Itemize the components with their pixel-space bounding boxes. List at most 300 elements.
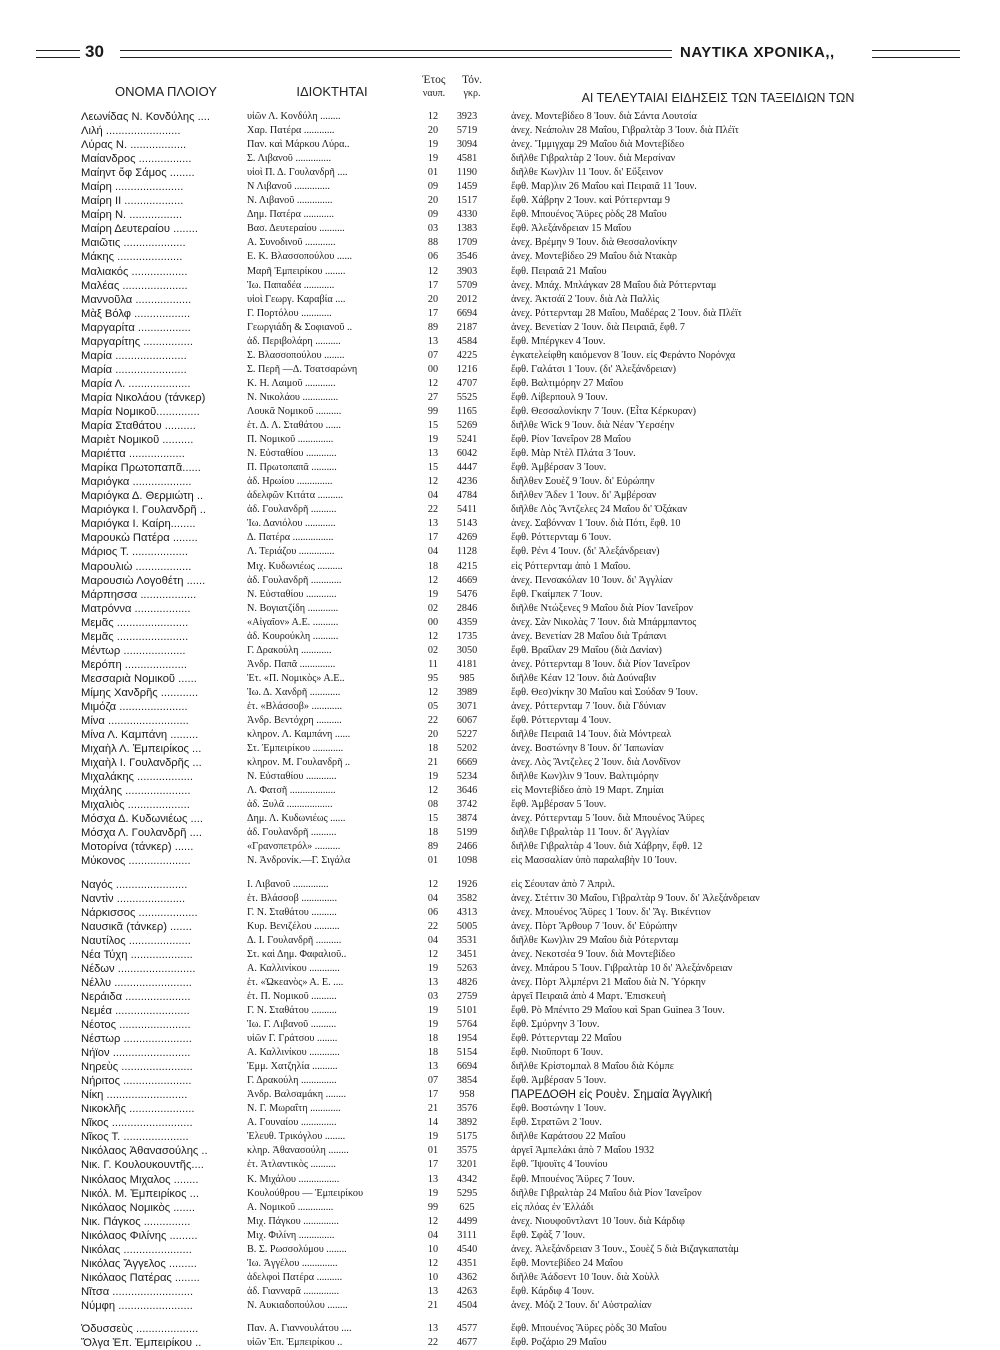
- voyage-news: διῆλθε Πειραιᾶ 14 Ἰουν. διὰ Μόντρεαλ: [511, 729, 672, 741]
- owner-name: Λουκᾶ Νομικοῦ ..........: [247, 405, 342, 417]
- gross-tonnage: 5709: [456, 279, 478, 291]
- owner-name: Γ. Δρακούλη ............: [247, 644, 332, 656]
- gross-tonnage: 1926: [456, 878, 478, 890]
- table-row: [81, 1299, 971, 1313]
- build-year: 08: [427, 799, 439, 811]
- table-row: [81, 293, 971, 307]
- ship-name: Μοτορίνα (τάνκερ) ......: [81, 841, 194, 854]
- gross-tonnage: 1709: [456, 237, 478, 249]
- build-year: 12: [427, 265, 439, 277]
- column-header-year-line1: Έτος: [422, 74, 446, 86]
- ship-name: Ναυσικᾶ (τάνκερ) .......: [81, 920, 192, 933]
- build-year: 13: [427, 976, 439, 988]
- column-header-tons-line2: γκρ.: [463, 88, 481, 99]
- gross-tonnage: 5411: [457, 504, 477, 516]
- build-year: 12: [427, 1215, 439, 1227]
- build-year: 12: [427, 377, 439, 389]
- owner-name: Γ. Ν. Σταθάτου ..........: [247, 1004, 337, 1016]
- ship-name: Μαρία Σταθάτου ..........: [81, 420, 196, 433]
- gross-tonnage: 4330: [456, 209, 478, 221]
- gross-tonnage: 5101: [456, 1004, 478, 1016]
- column-header-year-line2: ναυπ.: [422, 88, 446, 99]
- build-year: 04: [427, 490, 439, 502]
- ship-name: Μαρία Λ. ....................: [81, 377, 191, 390]
- ship-name: Μέντωρ ....................: [81, 644, 186, 657]
- voyage-news: ἀνεχ. Ρόττερνταμ 28 Μαΐου, Μαδέρας 2 Ἰουν. διὰ Πλέϊτ: [511, 307, 742, 319]
- build-year: 19: [427, 1019, 439, 1030]
- table-row: [81, 1074, 971, 1088]
- table-row: [81, 1102, 971, 1116]
- voyage-news: διῆλθεν Ἄδεν 1 Ἰουν. δι' Ἀμβέρσαν: [511, 490, 657, 502]
- table-row: [81, 1158, 971, 1172]
- page-header: [60, 42, 960, 64]
- owner-name: ἀδ. Ξυλᾶ ..................: [247, 799, 333, 811]
- ship-name: Λιλή ........................: [81, 125, 181, 138]
- table-row: [81, 840, 971, 854]
- ship-name: Μαριὲτ Νομικοῦ ..........: [81, 434, 194, 447]
- gross-tonnage: 3742: [456, 799, 478, 811]
- table-row: [81, 433, 971, 447]
- voyage-news: ἀνεχ. Μοντεβίδεο 29 Μαΐου διὰ Ντακὰρ: [511, 251, 677, 263]
- voyage-news: διῆλθε Κέαν 12 Ἰουν. διὰ Δούναβιν: [511, 672, 657, 684]
- ship-name: Λύρας Ν. ..................: [81, 139, 187, 152]
- owner-name: Ἰω. Δανιόλου ............: [247, 518, 336, 530]
- voyage-news: ἀνεχ. Ρόττερνταμ 8 Ἰουν. διὰ Ρίον Ἰανεΐρον: [511, 658, 691, 670]
- voyage-news: διῆλθε Γιβραλτὰρ 11 Ἰουν. δι' Ἀγγλίαν: [511, 827, 670, 839]
- owner-name: Ν. Ἀνδρονίκ.—Γ. Σιγάλα: [247, 855, 351, 867]
- owner-name: Ἀνδρ. Βαλσαμάκη ........: [247, 1089, 347, 1101]
- owner-name: Δημ. Πατέρα ............: [247, 209, 335, 221]
- owner-name: Κουλούθρου — Ἐμπειρίκου: [247, 1187, 364, 1199]
- build-year: 12: [427, 111, 439, 122]
- build-year: 13: [427, 335, 439, 347]
- voyage-news: ἀνεχ. Σαβόνναν 1 Ἰουν. διὰ Πότι, ἔφθ. 10: [511, 518, 681, 530]
- build-year: 12: [427, 1257, 439, 1269]
- ship-name: Ναυτίλος ....................: [81, 934, 191, 947]
- ship-name: Μαίρη ......................: [81, 181, 184, 194]
- gross-tonnage: 3546: [456, 251, 478, 263]
- table-row: [81, 784, 971, 798]
- build-year: 02: [427, 602, 439, 614]
- ship-name: Μαίηντ ὄφ Σάμος ........: [81, 167, 195, 180]
- gross-tonnage: 6694: [456, 307, 478, 319]
- ship-name: Μίνα Λ. Καμπάνη .........: [81, 729, 199, 742]
- table-row: [81, 180, 971, 194]
- build-year: 21: [427, 1299, 439, 1311]
- voyage-news: ἀνεχ. Λὸς Ἄντζελες 2 Ἰουν. διὰ Λονδῖνον: [511, 757, 681, 769]
- voyage-news: ἔφθ. Ρόττερνταμ 6 Ἰουν.: [511, 532, 612, 544]
- voyage-news: ἔφθ. Βραΐλαν 29 Μαΐου (διὰ Δανίαν): [511, 644, 662, 656]
- gross-tonnage: 5241: [456, 434, 478, 446]
- table-row: [81, 962, 971, 976]
- ship-name: Νικ. Πάγκος ...............: [81, 1215, 191, 1228]
- table-row: [81, 574, 971, 588]
- gross-tonnage: 4362: [456, 1271, 478, 1283]
- build-year: 17: [427, 279, 439, 291]
- voyage-news: ἔφθ. Χάβρην 2 Ἰουν. καὶ Ρόττερνταμ 9: [511, 195, 670, 207]
- column-header-ship-name: ΟΝΟΜΑ ΠΛΟΙΟΥ: [115, 84, 217, 99]
- gross-tonnage: 5295: [456, 1187, 478, 1199]
- table-row: [81, 1229, 971, 1243]
- table-row: [81, 405, 971, 419]
- voyage-news: ἔφθ. Θεσσαλονίκην 7 Ἰουν. (Εἶτα Κέρκυραν): [511, 405, 697, 417]
- ship-name: Νήριτος ......................: [81, 1075, 192, 1088]
- gross-tonnage: 1128: [457, 546, 477, 558]
- voyage-news: ἀνεχ. Νεάπολιν 28 Μαΐου, Γιβραλτὰρ 3 Ἰουν. διὰ Πλέϊτ: [511, 125, 739, 137]
- voyage-news: ἀνεχ. Νεκοτσέα 9 Ἰουν. διὰ Μοντεβίδεο: [511, 948, 676, 960]
- build-year: 06: [427, 251, 439, 263]
- voyage-news: εἰς Ρόττερνταμ ἀπὸ 1 Μαΐου.: [511, 560, 631, 572]
- build-year: 05: [427, 700, 439, 712]
- table-row: [81, 630, 971, 644]
- table-row: [81, 976, 971, 990]
- gross-tonnage: 3903: [456, 265, 478, 277]
- ship-name: Μαρίκα Πρωτοπαπᾶ......: [81, 462, 201, 475]
- owner-name: Ν. Λιβανοῦ ..............: [247, 195, 333, 207]
- build-year: 06: [427, 906, 439, 918]
- build-year: 13: [427, 1322, 439, 1334]
- owner-name: Α. Καλλινίκου ............: [247, 1047, 340, 1059]
- ship-name: Νίκη ..........................: [81, 1089, 188, 1102]
- table-row: [81, 728, 971, 742]
- gross-tonnage: 4313: [456, 906, 478, 918]
- voyage-news: ἀνεχ. Ρόττερνταμ 7 Ἰουν. διὰ Γδύνιαν: [511, 700, 666, 712]
- voyage-news: διῆλθε Wick 9 Ἰουν. διὰ Νέαν Ὑερσέην: [511, 420, 675, 432]
- build-year: 17: [427, 1089, 439, 1101]
- ship-name: Μιμόζα ......................: [81, 700, 188, 713]
- build-year: 12: [427, 948, 439, 960]
- ship-name: Μαννοῦλα ..................: [81, 293, 192, 306]
- build-year: 04: [427, 546, 439, 558]
- voyage-news: διῆλθε Κων)λιν 9 Ἰουν. Βαλτιμόρην: [511, 771, 659, 783]
- ship-name: Μιχαὴλ Λ. Ἐμπειρίκος ...: [81, 743, 202, 756]
- table-row: [81, 208, 971, 222]
- table-row: [81, 110, 971, 124]
- owner-name: Σ. Βλασσοπούλου ........: [247, 349, 345, 361]
- ship-name: Μαλέας .....................: [81, 279, 188, 292]
- owner-name: Μιχ. Πάγκου ..............: [247, 1215, 339, 1227]
- voyage-news: ἔφθ. Μοντεβίδεο 24 Μαΐου: [511, 1257, 623, 1269]
- table-row: [81, 602, 971, 616]
- build-year: 19: [427, 771, 439, 783]
- build-year: 12: [427, 630, 439, 642]
- gross-tonnage: 1098: [456, 855, 478, 867]
- table-row: [81, 321, 971, 335]
- voyage-news: ἔφθ. Πειραιᾶ 21 Μαΐου: [511, 265, 607, 277]
- table-row: [81, 934, 971, 948]
- table-row: [81, 1116, 971, 1130]
- build-year: 15: [427, 813, 439, 825]
- owner-name: κληρ. Ἀθανασούλη ........: [247, 1145, 349, 1157]
- ship-name: Μάριος Τ. ..................: [81, 546, 188, 559]
- voyage-news: ἀνεχ. Πὸρτ Ἄρθουρ 7 Ἰουν. δι' Εὐρώπην: [511, 920, 678, 932]
- voyage-news: ἀνεχ. Πενσακόλαν 10 Ἰουν. δι' Ἀγγλίαν: [511, 574, 673, 586]
- build-year: 09: [427, 209, 439, 221]
- ship-name: Μαρία Νομικοῦ..............: [81, 405, 200, 418]
- build-year: 12: [427, 574, 439, 586]
- gross-tonnage: 3531: [456, 934, 478, 946]
- build-year: 18: [427, 560, 439, 572]
- build-year: 19: [427, 1131, 439, 1143]
- gross-tonnage: 3892: [456, 1117, 478, 1129]
- ship-name: Μόσχα Δ. Κυδωνιέως ....: [81, 813, 203, 826]
- voyage-news: ἀργεῖ Ἀμπελάκι ἀπὸ 7 Μαΐου 1932: [511, 1145, 655, 1157]
- voyage-news: ἔφθ. Ἴψουϊτς 4 Ἰουνίου: [511, 1159, 608, 1171]
- build-year: 17: [427, 307, 439, 319]
- voyage-news: ἔφθ. Ρόττερνταμ 4 Ἰουν.: [511, 715, 612, 727]
- build-year: 19: [427, 153, 439, 165]
- table-row: [81, 1271, 971, 1285]
- owner-name: Ἰω. Παπαδέα ............: [247, 279, 335, 291]
- publication-title: ΝΑΥΤΙΚΑ ΧΡΟΝΙΚΑ,,: [680, 44, 835, 61]
- gross-tonnage: 4359: [456, 616, 478, 628]
- table-row: [81, 152, 971, 166]
- gross-tonnage: 1459: [456, 181, 478, 193]
- voyage-news: ἔφθ. Ἀμβέρσαν 5 Ἰουν.: [511, 1075, 607, 1087]
- gross-tonnage: 3646: [456, 785, 478, 797]
- build-year: 20: [427, 729, 439, 741]
- ship-name: Νάρκισσος ...................: [81, 906, 198, 919]
- gross-tonnage: 5175: [456, 1131, 478, 1143]
- owner-name: ἀδ. Περιβολάρη ..........: [247, 335, 341, 347]
- table-row: [81, 854, 971, 868]
- build-year: 13: [427, 448, 439, 460]
- owner-name: Ε. Κ. Βλασσοπούλου ......: [247, 251, 353, 263]
- ship-name: Νικόλας Ἄγγελος .........: [81, 1257, 197, 1270]
- build-year: 95: [427, 672, 439, 684]
- gross-tonnage: 5202: [456, 743, 478, 755]
- table-row: [81, 756, 971, 770]
- owner-name: ἑτ. Δ. Λ. Σταθάτου ......: [247, 420, 341, 432]
- owner-name: Κ. Μιχάλου ................: [247, 1173, 340, 1185]
- voyage-news: ἀνεχ. Μόζι 2 Ἰουν. δι' Αὐστραλίαν: [511, 1299, 652, 1311]
- gross-tonnage: 3989: [456, 686, 478, 698]
- table-row: [81, 714, 971, 728]
- gross-tonnage: 2759: [456, 990, 478, 1002]
- ship-name: Νικόλαος Ἀθανασούλης ..: [81, 1145, 208, 1158]
- owner-name: Στ. Ἐμπειρίκου ............: [247, 743, 344, 755]
- build-year: 89: [427, 841, 439, 853]
- voyage-news: ἔφθ. Βοστώνην 1 Ἰουν.: [511, 1103, 607, 1115]
- voyage-news: διῆλθε Κων)λιν 29 Μαΐου διὰ Ρότερνταμ: [511, 934, 679, 946]
- voyage-news: ἀνεχ. Ἀκτσάϊ 2 Ἰουν. διὰ Λὰ Παλλὶς: [511, 293, 660, 305]
- owner-name: Ν. Νικολάου ..............: [247, 391, 339, 403]
- gross-tonnage: 3923: [456, 111, 478, 122]
- build-year: 20: [427, 195, 439, 207]
- build-year: 12: [427, 878, 439, 890]
- table-row: [81, 906, 971, 920]
- voyage-news: ἀνεχ. Μπάρου 5 Ἰουν. Γιβραλτὰρ 10 δι' Ἀλεξάνδρειαν: [511, 962, 733, 974]
- build-year: 27: [427, 391, 439, 403]
- ship-name: Μόσχα Λ. Γουλανδρῆ ....: [81, 827, 203, 840]
- owner-name: Ν. Εὐσταθίου ............: [247, 448, 337, 460]
- gross-tonnage: 3451: [456, 948, 478, 960]
- voyage-news: διῆλθε Κρίστομπαλ 8 Μαΐου διὰ Κόμπε: [511, 1061, 675, 1073]
- gross-tonnage: 2466: [456, 841, 478, 853]
- build-year: 89: [427, 321, 439, 333]
- ship-name: Ὄλγα Ἐπ. Ἐμπειρίκου ..: [81, 1337, 202, 1350]
- owner-name: ἀδ. Ηρωίου ..............: [247, 476, 333, 488]
- ship-name: Νέδων .........................: [81, 962, 196, 975]
- owner-name: Α. Γουναίου ..............: [247, 1117, 337, 1129]
- voyage-news: ἀνεχ. Ἀλεξάνδρειαν 3 Ἰουν., Σουὲζ 5 διὰ Βιζαγκαπατὰμ: [511, 1243, 739, 1255]
- build-year: 11: [428, 658, 438, 670]
- ship-name: Νικόλ. Μ. Ἐμπειρίκος ...: [81, 1187, 199, 1200]
- gross-tonnage: 5719: [456, 125, 478, 137]
- gross-tonnage: 1383: [456, 223, 478, 235]
- voyage-news: ἔφθ. Ρίον Ἰανεΐρον 28 Μαΐου: [511, 434, 631, 446]
- gross-tonnage: 4669: [456, 574, 478, 586]
- ship-name: Ὀδυσσεὺς ....................: [81, 1322, 199, 1335]
- build-year: 12: [427, 476, 439, 488]
- owner-name: Μιχ. Κυδωνιέως ..........: [247, 560, 343, 572]
- gross-tonnage: 6669: [456, 757, 478, 769]
- gross-tonnage: 4215: [456, 560, 478, 572]
- voyage-news: ἀνεχ. Βρέμην 9 Ἰουν. διὰ Θεσσαλονίκην: [511, 237, 678, 249]
- table-row: [81, 377, 971, 391]
- table-row: [81, 588, 971, 602]
- ship-name: Μάρπησσα ..................: [81, 588, 197, 601]
- table-row: [81, 335, 971, 349]
- build-year: 10: [427, 1271, 439, 1283]
- ship-name: Μαργαρίτης ................: [81, 335, 193, 348]
- ship-name: Μύκονος ....................: [81, 855, 191, 868]
- column-header-tons-line1: Τόν.: [461, 74, 483, 86]
- table-row: [81, 503, 971, 517]
- owner-name: Λ. Τεριάζου ..............: [247, 546, 335, 558]
- gross-tonnage: 6694: [456, 1061, 478, 1073]
- ship-name: Μαριόγκα Ι. Καίρη........: [81, 518, 196, 531]
- owner-name: ἀδελφοὶ Πατέρα ..........: [247, 1271, 343, 1283]
- build-year: 07: [427, 349, 439, 361]
- build-year: 19: [427, 1187, 439, 1199]
- gross-tonnage: 4584: [456, 335, 478, 347]
- owner-name: υἱοὶ Γεωργ. Καραβία ....: [247, 293, 346, 305]
- owner-name: ἑτ. Ἀτλαντικὸς ..........: [247, 1159, 336, 1171]
- table-row: [81, 461, 971, 475]
- gross-tonnage: 4784: [456, 490, 478, 502]
- gross-tonnage: 3874: [456, 813, 478, 825]
- owner-name: ἀδελφῶν Κιτάτα ..........: [247, 490, 344, 502]
- voyage-news: διῆλθε Γιβραλτὰρ 2 Ἰουν. διὰ Μερσίναν: [511, 153, 676, 165]
- voyage-news: ἔφθ. Νιοῦπορτ 6 Ἰουν.: [511, 1047, 604, 1059]
- voyage-news: ἔφθ. Σμύρνην 3 Ἰουν.: [511, 1019, 600, 1030]
- gross-tonnage: 3582: [456, 892, 478, 904]
- voyage-news: ἔφθ. Ἀμβέρσαν 5 Ἰουν.: [511, 799, 607, 811]
- owner-name: Ἰω. Γ. Λιβανοῦ ..........: [247, 1019, 337, 1030]
- table-row: [81, 1088, 971, 1102]
- owner-name: υἱῶν Ἐπ. Ἐμπειρίκου ..: [247, 1337, 343, 1349]
- table-row: [81, 1187, 971, 1201]
- ship-name: Μαίρη ΙΙ ...................: [81, 195, 184, 208]
- owner-name: κληρον. Λ. Καμπάνη ......: [247, 729, 351, 741]
- owner-name: Χαρ. Πατέρα ............: [247, 125, 335, 137]
- ship-name: Νῖκος Τ. .....................: [81, 1131, 189, 1144]
- rule-right: [872, 50, 960, 58]
- owner-name: ἀδ. Γουλανδρῆ ............: [247, 574, 342, 586]
- build-year: 04: [427, 1229, 439, 1241]
- table-row: [81, 236, 971, 250]
- gross-tonnage: 5764: [456, 1019, 478, 1030]
- owner-name: Βασ. Δευτεραίου ..........: [247, 223, 345, 235]
- ship-name: Νηρεὺς .......................: [81, 1061, 193, 1074]
- gross-tonnage: 5143: [456, 518, 478, 530]
- build-year: 20: [427, 293, 439, 305]
- gross-tonnage: 4351: [456, 1257, 478, 1269]
- gross-tonnage: 3201: [456, 1159, 478, 1171]
- gross-tonnage: 1216: [456, 363, 478, 375]
- voyage-news: ἀνεχ. Νιουφοῦντλαντ 10 Ἰουν. διὰ Κάρδιφ: [511, 1215, 685, 1227]
- gross-tonnage: 3576: [456, 1103, 478, 1115]
- table-row: [81, 948, 971, 962]
- ship-name: Νικοκλῆς .....................: [81, 1103, 195, 1116]
- gross-tonnage: 625: [459, 1201, 475, 1213]
- owner-name: Α. Συνοδινοῦ ............: [247, 237, 336, 249]
- owner-name: Π. Νομικοῦ ..............: [247, 434, 334, 446]
- ship-name: Μίνα ..........................: [81, 715, 189, 728]
- ship-name: Λεωνίδας Ν. Κονδύλης ....: [81, 111, 211, 123]
- voyage-news: εἰς Μασσαλίαν ὑπὸ παραλαβὴν 10 Ἰουν.: [511, 855, 677, 867]
- voyage-news: διῆλθεν Σουὲζ 9 Ἰουν. δι' Εὐρώπην: [511, 476, 655, 488]
- owner-name: Στ. καὶ Δημ. Φαφαλιοῦ..: [247, 948, 347, 960]
- gross-tonnage: 4540: [456, 1243, 478, 1255]
- voyage-news: εἰς Σέουταν ἀπὸ 7 Ἀπριλ.: [511, 878, 616, 890]
- build-year: 03: [427, 990, 439, 1002]
- ship-name: Μαίρη Δευτεραίου ........: [81, 223, 198, 236]
- voyage-news: ἔφθ. Ρὸ Μπένιτο 29 Μαΐου καὶ Span Guinea 3 Ἰουν.: [511, 1004, 725, 1016]
- voyage-news: ἔφθ. Σφὰξ 7 Ἰουν.: [511, 1229, 586, 1241]
- owner-name: Παν. καὶ Μάρκου Λύρα..: [247, 139, 350, 151]
- table-row: [81, 878, 971, 892]
- voyage-news: ἔφθ. Μπουένος Ἄϋρες 7 Ἰουν.: [511, 1173, 635, 1185]
- ship-name: Μαρουλιὼ ..................: [81, 560, 192, 573]
- owner-name: Δ. Πατέρα ................: [247, 532, 334, 544]
- build-year: 19: [427, 962, 439, 974]
- table-row: [81, 1173, 971, 1187]
- owner-name: Ν. Βογιατζίδη ............: [247, 602, 339, 614]
- build-year: 14: [427, 1117, 439, 1129]
- gross-tonnage: 3575: [456, 1145, 478, 1157]
- owner-name: υἱοὶ Π. Δ. Γουλανδρῆ ....: [247, 167, 348, 179]
- gross-tonnage: 985: [459, 672, 475, 684]
- table-row: [81, 892, 971, 906]
- ship-name: Ναντὶν ......................: [81, 892, 186, 905]
- owner-name: υἱῶν Γ. Γράτσου ........: [247, 1033, 338, 1045]
- voyage-news: ἔφθ. Κάρδιφ 4 Ἰουν.: [511, 1285, 595, 1297]
- voyage-news: διῆλθε Καράτσου 22 Μαΐου: [511, 1131, 626, 1143]
- owner-name: Ν Λιβανοῦ ..............: [247, 181, 330, 193]
- voyage-news: διῆλθε Γιβραλτὰρ 4 Ἰουν. διὰ Χάβρην, ἔφθ. 12: [511, 841, 703, 853]
- owner-name: Α. Καλλινίκου ............: [247, 962, 340, 974]
- table-row: [81, 419, 971, 433]
- ship-name: Ματρόννα ..................: [81, 602, 191, 615]
- voyage-news: ἐγκατελείφθη καιόμενον 8 Ἰουν. εἰς Φεράντο Νορόνχα: [511, 349, 736, 361]
- voyage-news: ἔφθ. Μαρ)λιν 26 Μαΐου καὶ Πειραιᾶ 11 Ἰουν.: [511, 181, 697, 193]
- owner-name: Γ. Πορτόλου ............: [247, 307, 332, 319]
- voyage-news: ἀνεχ. Ἴμμιγχαμ 29 Μαΐου διὰ Μοντεβίδεο: [511, 139, 685, 151]
- voyage-news: ἔφθ. Ἀμβέρσαν 3 Ἰουν.: [511, 462, 607, 474]
- voyage-news: ἀνεχ. Βενετίαν 28 Μαΐου διὰ Τράπανι: [511, 630, 667, 642]
- ship-name: Νέστωρ ......................: [81, 1033, 192, 1046]
- ship-name: Μεμᾶς .......................: [81, 630, 189, 643]
- owner-name: ἀδ. Γουλανδρῆ ..........: [247, 827, 337, 839]
- ship-name: Νικόλας ......................: [81, 1243, 192, 1256]
- ship-name: Μαίρη Ν. .................: [81, 209, 183, 222]
- page-number: 30: [85, 42, 104, 61]
- table-row: [81, 222, 971, 236]
- build-year: 13: [427, 1061, 439, 1073]
- build-year: 99: [427, 405, 439, 417]
